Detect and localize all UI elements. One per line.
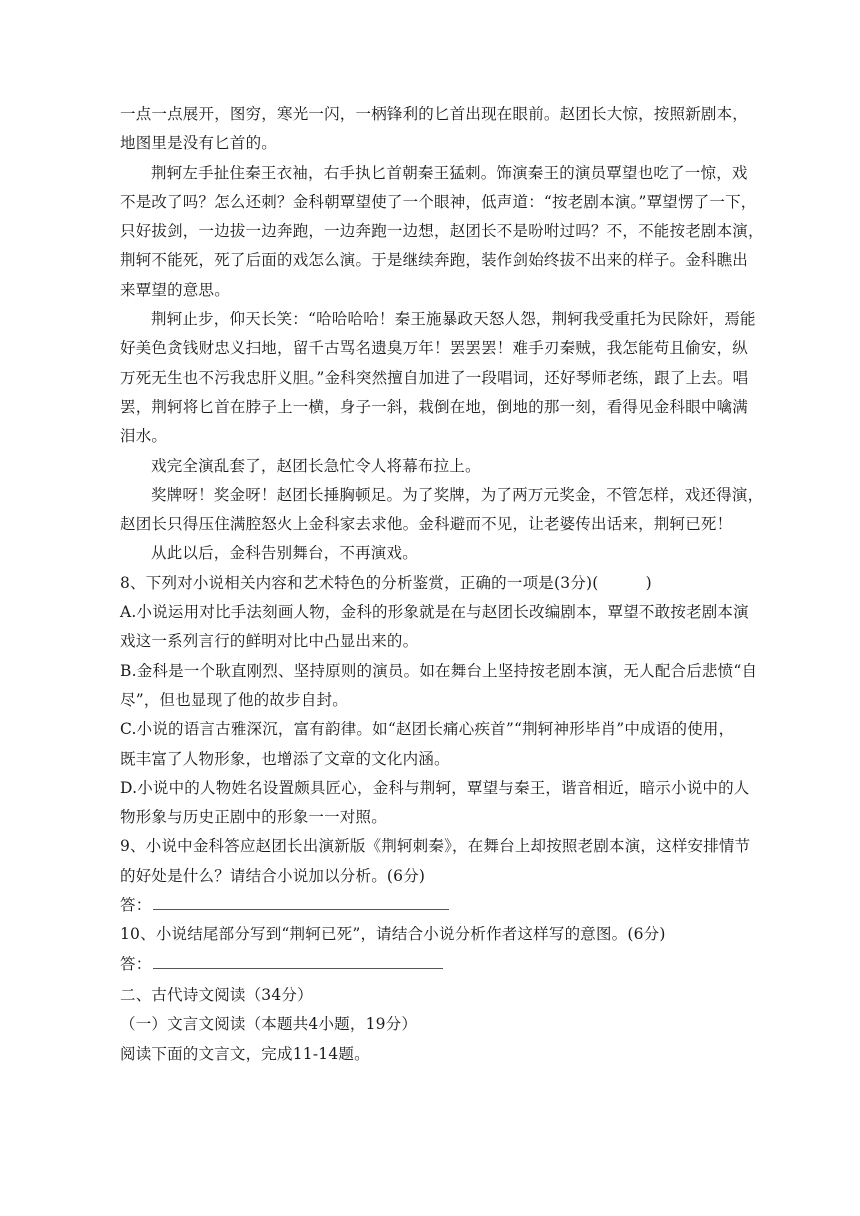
answer-label: 答： <box>120 896 152 915</box>
option-a <box>120 598 749 657</box>
option-d <box>120 774 750 833</box>
question-stem: 10、小说结尾部分写到“荆轲已死”，请结合小说分析作者这样写的意图。(6分) <box>120 925 666 944</box>
instruction-text: 阅读下面的文言文，完成11-14题。 <box>120 1044 370 1063</box>
story-paragraph-4: 戏完全演乱套了，赵团长急忙令人将幕布拉上。 <box>151 456 481 475</box>
document-body <box>120 100 764 1069</box>
text-line: 荆轲左手扯住秦王衣袖，右手执匕首朝秦王猛刺。饰演秦王的演员覃望也吃了一惊，戏 <box>151 163 748 182</box>
answer-row <box>120 950 746 979</box>
option-c <box>120 715 746 774</box>
text-line: 好美色贪钱财忠义扫地，留千古骂名遗臭万年！罢罢罢！难手刃秦贼，我怎能苟且偷安，纵 <box>120 339 749 358</box>
story-paragraph-6: 从此以后，金科告别舞台，不再演戏。 <box>151 544 418 563</box>
option-b <box>120 657 758 716</box>
text-line: 既丰富了人物形象，也增添了文章的文化内涵。 <box>120 749 450 768</box>
text-line: 尽”，但也显现了他的故步自封。 <box>120 690 348 709</box>
subsection-heading: （一）文言文阅读（本题共4小题，19分） <box>120 1015 418 1034</box>
text-line: 只好拔剑，一边拔一边奔跑，一边奔跑一边想，赵团长不是吩咐过吗？不，不能按老剧本演， <box>120 222 764 241</box>
question-stem: 8、下列对小说相关内容和艺术特色的分析鉴赏，正确的一项是(3分)( ) <box>120 573 652 592</box>
text-line: 赵团长只得压住满腔怒火上金科家去求他。金科避而不见，让老婆传出话来，荆轲已死！ <box>120 515 733 534</box>
question-stem: 9、小说中金科答应赵团长出演新版《荆轲刺秦》，在舞台上却按照老剧本演，这样安排情节 <box>120 837 751 856</box>
answer-row <box>120 891 746 920</box>
text-line: 荆轲止步，仰天长笑：“哈哈哈哈！秦王施暴政天怒人怨，荆轲我受重托为民除奸，焉能 <box>151 310 756 329</box>
story-paragraph-3 <box>120 305 756 451</box>
text-line: 来覃望的意思。 <box>120 280 230 299</box>
answer-label: 答： <box>120 954 152 973</box>
text-line: B.金科是一个耿直刚烈、坚持原则的演员。如在舞台上坚持按老剧本演，无人配合后悲愤“自 <box>120 661 758 680</box>
text-line: A.小说运用对比手法刻画人物，金科的形象就是在与赵团长改编剧本，覃望不敢按老剧本演 <box>120 603 749 622</box>
story-paragraph-2 <box>120 159 764 305</box>
answer-blank[interactable] <box>153 954 443 969</box>
text-line: 荆轲不能死，死了后面的戏怎么演。于是继续奔跑，装作剑始终拔不出来的样子。金科瞧出 <box>120 251 749 270</box>
text-line: C.小说的语言古雅深沉，富有韵律。如“赵团长痛心疾首”“荆轲神形毕肖”中成语的使用， <box>120 720 735 739</box>
text-line: 物形象与历史正剧中的形象一一对照。 <box>120 808 387 827</box>
question-9 <box>120 832 751 920</box>
text-line: 泪水。 <box>120 427 168 446</box>
text-line: 奖牌呀！奖金呀！赵团长捶胸顿足。为了奖牌，为了两万元奖金，不管怎样，戏还得演， <box>151 485 764 504</box>
text-line: D.小说中的人物姓名设置颇具匠心，金科与荆轲，覃望与秦王，谐音相近，暗示小说中的人 <box>120 778 750 797</box>
story-paragraph-1 <box>120 100 749 159</box>
text-line: 一点一点展开，图穷，寒光一闪，一柄锋利的匕首出现在眼前。赵团长大惊，按照新剧本， <box>120 105 749 123</box>
question-8 <box>120 569 758 833</box>
text-line: 不是改了吗？怎么还刺？金科朝覃望使了一个眼神，低声道：“按老剧本演。”覃望愣了一下， <box>120 192 757 211</box>
story-paragraph-5 <box>120 481 764 540</box>
question-stem: 的好处是什么？请结合小说加以分析。(6分) <box>120 866 426 885</box>
text-line: 罢，荆轲将匕首在脖子上一横，身子一斜，栽倒在地，倒地的那一刻，看得见金科眼中噙满 <box>120 397 749 416</box>
answer-blank[interactable] <box>153 895 449 910</box>
section-heading: 二、古代诗文阅读（34分） <box>120 985 313 1004</box>
text-line: 戏这一系列言行的鲜明对比中凸显出来的。 <box>120 632 419 651</box>
text-line: 万死无生也不污我忠肝义胆。”金科突然擅自加进了一段唱词，还好琴师老练，跟了上去。唱 <box>120 368 749 387</box>
question-10 <box>120 920 746 979</box>
text-line: 地图里是没有匕首的。 <box>120 134 278 153</box>
